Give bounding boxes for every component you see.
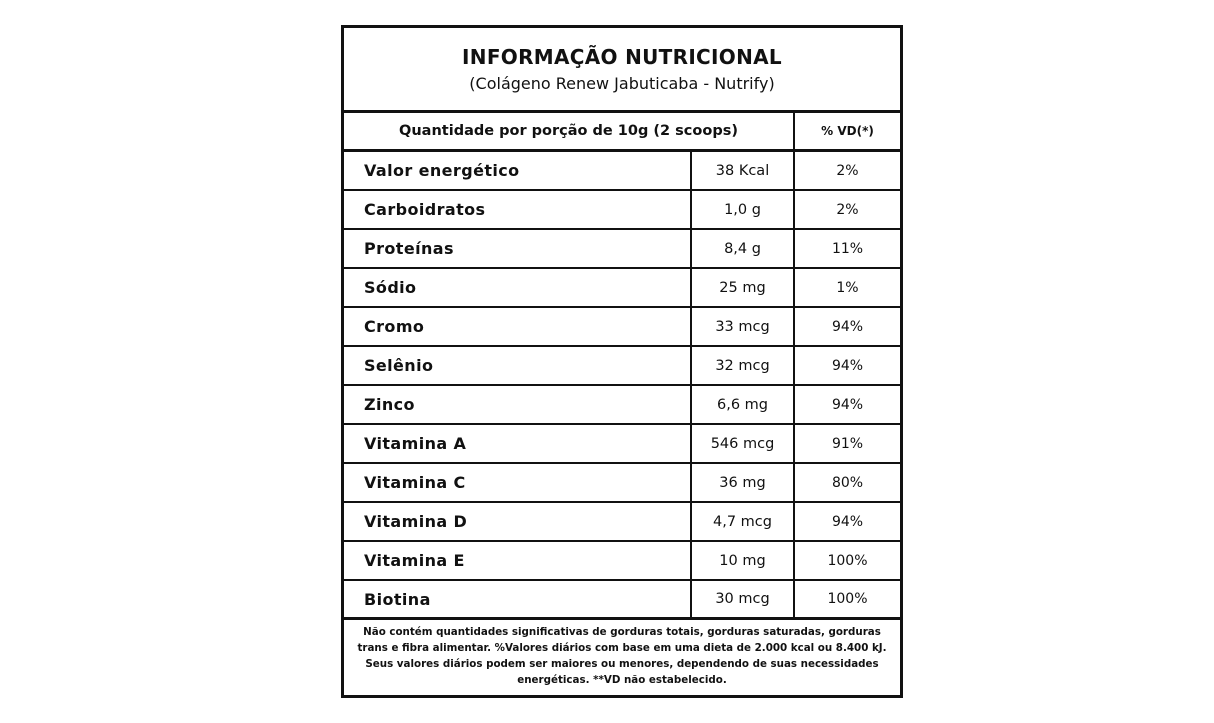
nutrient-vd: 100% <box>827 591 868 607</box>
portion-header: Quantidade por porção de 10g (2 scoops) <box>344 113 795 149</box>
table-row <box>344 152 900 191</box>
nutrient-name: Vitamina E <box>344 542 692 579</box>
table-row <box>344 230 900 269</box>
nutrient-name: Selênio <box>344 347 692 384</box>
nutrient-amount: 32 mcg <box>692 347 795 384</box>
nutrient-name: Valor energético <box>344 152 692 189</box>
nutrient-vd: 94% <box>831 513 864 530</box>
table-row <box>344 347 900 386</box>
nutrient-vd: 91% <box>831 435 864 452</box>
nutrient-amount: 10 mg <box>692 542 795 579</box>
nutrient-vd: 94% <box>831 396 864 413</box>
vd-header: % VD(*) <box>821 124 874 138</box>
title-block <box>344 28 900 113</box>
nutrition-label <box>341 25 903 698</box>
nutrient-amount: 25 mg <box>692 269 795 306</box>
nutrient-amount: 546 mcg <box>692 425 795 462</box>
table-row <box>344 386 900 425</box>
label-title: INFORMAÇÃO NUTRICIONAL <box>462 45 782 69</box>
nutrient-amount: 33 mcg <box>692 308 795 345</box>
table-row <box>344 191 900 230</box>
nutrient-vd: 2% <box>836 201 859 218</box>
nutrient-vd: 11% <box>831 240 864 257</box>
nutrient-name: Vitamina C <box>344 464 692 501</box>
nutrient-amount: 4,7 mcg <box>692 503 795 540</box>
nutrient-name: Vitamina A <box>344 425 692 462</box>
table-row <box>344 464 900 503</box>
nutrient-name: Sódio <box>344 269 692 306</box>
nutrient-vd: 1% <box>836 279 859 296</box>
nutrient-amount: 6,6 mg <box>692 386 795 423</box>
nutrient-amount: 36 mg <box>692 464 795 501</box>
nutrient-vd: 2% <box>836 162 859 179</box>
table-row <box>344 269 900 308</box>
nutrient-name: Carboidratos <box>344 191 692 228</box>
table-header <box>344 113 900 152</box>
nutrient-amount: 38 Kcal <box>692 152 795 189</box>
table-row <box>344 542 900 581</box>
nutrient-name: Cromo <box>344 308 692 345</box>
nutrient-amount: 1,0 g <box>692 191 795 228</box>
table-row <box>344 425 900 464</box>
label-subtitle: (Colágeno Renew Jabuticaba - Nutrify) <box>469 74 775 93</box>
table-row <box>344 503 900 542</box>
table-row <box>344 308 900 347</box>
nutrient-vd: 100% <box>827 552 868 569</box>
nutrient-vd: 94% <box>831 357 864 374</box>
table-row <box>344 581 900 620</box>
nutrient-amount: 30 mcg <box>692 581 795 617</box>
nutrient-name: Zinco <box>344 386 692 423</box>
nutrient-name: Biotina <box>344 581 692 617</box>
nutrient-amount: 8,4 g <box>692 230 795 267</box>
footnote: Não contém quantidades significativas de gorduras totais, gorduras saturadas, gorduras trans e fibra alimentar. %Valores diários com base em uma dieta de 2.000 kcal ou 8.400 kJ. Seus valores diários podem ser maiores ou menores, dependendo de suas necessidades energéticas. **VD não estabelecido. <box>357 626 887 686</box>
nutrient-name: Proteínas <box>344 230 692 267</box>
nutrient-vd: 80% <box>831 474 864 491</box>
nutrient-rows <box>344 152 900 620</box>
nutrient-vd: 94% <box>831 318 864 335</box>
nutrient-name: Vitamina D <box>344 503 692 540</box>
